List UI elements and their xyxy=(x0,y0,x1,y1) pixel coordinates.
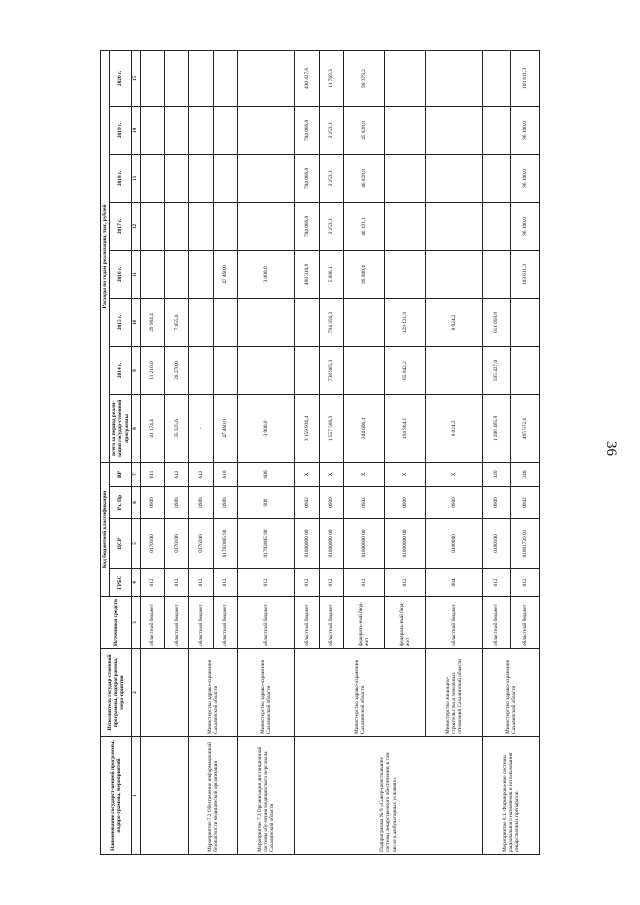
table-row xyxy=(189,50,213,854)
year-2016-cell: 89 800,4 xyxy=(344,250,385,298)
header-budget-class: Код бюджетной классификации xyxy=(101,462,110,596)
header-year: 2014 г. xyxy=(110,346,132,394)
year-2018-cell xyxy=(189,154,213,202)
header-name: Наименование государст-венной программы, подпро-граммы, мероприятий xyxy=(101,737,132,855)
header-grbs: ГРБС xyxy=(110,569,132,597)
year-2020-cell: 103 611,3 xyxy=(511,50,540,106)
year-2015-cell: 794 356,3 xyxy=(319,298,343,346)
source-cell: областной бюджет xyxy=(319,597,343,649)
year-2014-cell: 738 965,3 xyxy=(319,346,343,394)
column-number: 2 xyxy=(131,649,140,737)
year-2014-cell xyxy=(238,346,295,394)
year-2014-cell xyxy=(425,346,482,394)
year-2015-cell: 7 055,6 xyxy=(164,298,188,346)
year-2019-cell: 3 253,1 xyxy=(319,106,343,154)
year-2014-cell: 28 270,0 xyxy=(164,346,188,394)
table-body xyxy=(140,50,539,854)
rzpr-cell: 0909 xyxy=(140,487,164,519)
vr-cell: X xyxy=(344,462,385,486)
header-executor: Исполнитель государ-ственной программы, подпрограммы, меро-приятия xyxy=(101,649,132,737)
year-2020-cell xyxy=(425,50,482,106)
vr-cell: 611 xyxy=(140,462,164,486)
year-2016-cell: 5 886,1 xyxy=(319,250,343,298)
grbs-cell: 012 xyxy=(319,569,343,597)
grbs-cell: 012 xyxy=(511,569,540,597)
year-2018-cell xyxy=(164,154,188,202)
total-cell: 8 024,2 xyxy=(425,394,482,462)
table-row xyxy=(425,50,482,854)
csr-cell: 01800000 00 xyxy=(384,519,425,569)
year-2014-cell xyxy=(344,346,385,394)
column-number: 9 xyxy=(131,346,140,394)
year-2018-cell xyxy=(213,154,237,202)
rzpr-cell: 0909 xyxy=(482,487,511,519)
year-2017-cell: 46 191,1 xyxy=(344,202,385,250)
year-2015-cell xyxy=(213,298,237,346)
year-2015-cell: 611 058,8 xyxy=(482,298,511,346)
rzpr-cell: 0909 xyxy=(425,487,482,519)
grbs-cell: 012 xyxy=(213,569,237,597)
total-cell: 304 606,3 xyxy=(344,394,385,462)
page-number: 36 xyxy=(603,441,619,456)
year-2014-cell xyxy=(295,346,319,394)
vr-cell: 600 xyxy=(238,462,295,486)
header-year: 2018 г. xyxy=(110,154,132,202)
rzpr-cell: 0909 xyxy=(213,487,237,519)
total-cell: 35 325,6 xyxy=(164,394,188,462)
table-row xyxy=(295,50,319,854)
year-2016-cell xyxy=(189,250,213,298)
column-number: 8 xyxy=(131,394,140,462)
csr-cell: 01702005 90 xyxy=(213,519,237,569)
year-2015-cell: 129 121,9 xyxy=(384,298,425,346)
executor-cell: Министерство здраво-охранения Сахалинской области xyxy=(295,649,425,737)
year-2019-cell xyxy=(189,106,213,154)
year-2019-cell xyxy=(425,106,482,154)
vr-cell: 612 xyxy=(164,462,188,486)
year-2016-cell xyxy=(140,250,164,298)
program-name-cell: Мероприятие 8.1. Формирова-ние системы рационального назначения и использования лекарственных препаратов xyxy=(482,737,539,855)
csr-cell: 0170200 xyxy=(189,519,213,569)
year-2016-cell xyxy=(384,250,425,298)
year-2016-cell: 103 611,3 xyxy=(511,250,540,298)
grbs-cell: 012 xyxy=(384,569,425,597)
total-cell: 1 557 588,3 xyxy=(319,394,343,462)
csr-cell: 01800000 00 xyxy=(319,519,343,569)
column-number: 7 xyxy=(131,462,140,486)
column-number: 13 xyxy=(131,154,140,202)
rzpr-cell: 0909 xyxy=(164,487,188,519)
csr-cell: 0180000 xyxy=(425,519,482,569)
year-2014-cell xyxy=(213,346,237,394)
column-number: 4 xyxy=(131,569,140,597)
year-2014-cell xyxy=(189,346,213,394)
year-2017-cell xyxy=(164,202,188,250)
year-2018-cell: 3 253,1 xyxy=(319,154,343,202)
program-name-cell xyxy=(140,737,189,855)
year-2016-cell: 47 460,0 xyxy=(213,250,237,298)
year-2016-cell: 3 000,0 xyxy=(238,250,295,298)
year-2020-cell xyxy=(238,50,295,106)
column-number: 15 xyxy=(131,50,140,106)
header-rzpr: Рз, Пр xyxy=(110,487,132,519)
year-2016-cell xyxy=(482,250,511,298)
year-2020-cell xyxy=(213,50,237,106)
year-2020-cell xyxy=(482,50,511,106)
source-cell: областной бюджет xyxy=(238,597,295,649)
csr-cell: 01801729 01 xyxy=(511,519,540,569)
year-2019-cell xyxy=(140,106,164,154)
year-2017-cell xyxy=(482,202,511,250)
rzpr-cell: 0902 xyxy=(295,487,319,519)
year-2014-cell: 595 427,0 xyxy=(482,346,511,394)
column-number-row xyxy=(131,50,140,854)
year-2016-cell xyxy=(425,250,482,298)
column-number: 1 xyxy=(131,737,140,855)
grbs-cell: 012 xyxy=(140,569,164,597)
year-2015-cell: 8 024,2 xyxy=(425,298,482,346)
executor-cell xyxy=(140,649,189,737)
vr-cell: X xyxy=(425,462,482,486)
program-name-cell: Подпрограмма № 8 «Совер-шенствование системы лекарственного обеспечения, в том числе в амбулаторных условиях» xyxy=(295,737,482,855)
grbs-cell: 012 xyxy=(482,569,511,597)
source-cell: областной бюджет xyxy=(511,597,540,649)
table-row xyxy=(482,50,511,854)
header-source: Источники средств xyxy=(101,597,132,649)
year-2018-cell xyxy=(140,154,164,202)
grbs-cell: 012 xyxy=(295,569,319,597)
vr-cell: X xyxy=(319,462,343,486)
column-number: 5 xyxy=(131,519,140,569)
column-number: 11 xyxy=(131,250,140,298)
year-2019-cell: 96 100,0 xyxy=(511,106,540,154)
year-2017-cell xyxy=(189,202,213,250)
year-2017-cell xyxy=(384,202,425,250)
csr-cell: 0180100 xyxy=(482,519,511,569)
source-cell: областной бюджет xyxy=(295,597,319,649)
program-name-cell: Мероприятие 7.3 Организация дистанционной системы обу-чения медицинского персонала Сахалинской области xyxy=(238,737,295,855)
column-number: 3 xyxy=(131,597,140,649)
column-number: 14 xyxy=(131,106,140,154)
source-cell: федераль-ный бюд-жет xyxy=(344,597,385,649)
year-2020-cell: 98 379,2 xyxy=(344,50,385,106)
year-2019-cell xyxy=(482,106,511,154)
year-2020-cell xyxy=(164,50,188,106)
year-2020-cell xyxy=(384,50,425,106)
year-2019-cell xyxy=(384,106,425,154)
rzpr-cell: 0909 xyxy=(189,487,213,519)
year-2015-cell: 29 964,4 xyxy=(140,298,164,346)
vr-cell: X xyxy=(295,462,319,486)
header-year: 2019 г. xyxy=(110,106,132,154)
year-2015-cell xyxy=(344,298,385,346)
source-cell: областной бюджет xyxy=(140,597,164,649)
rotated-table-container xyxy=(100,55,540,855)
grbs-cell: 012 xyxy=(189,569,213,597)
executor-cell: Министерство здраво-охранения Сахалинской области xyxy=(238,649,295,737)
total-cell: 47 460,0 xyxy=(213,394,237,462)
header-year: 2017 г. xyxy=(110,202,132,250)
column-number: 10 xyxy=(131,298,140,346)
column-number: 6 xyxy=(131,487,140,519)
csr-cell: 01800000 00 xyxy=(344,519,385,569)
header-row-1 xyxy=(101,50,110,854)
year-2014-cell: 11 210,0 xyxy=(140,346,164,394)
source-cell: федераль-ный бюд-жет xyxy=(384,597,425,649)
year-2020-cell xyxy=(189,50,213,106)
year-2019-cell xyxy=(164,106,188,154)
year-2017-cell: 3 253,1 xyxy=(319,202,343,250)
header-year: 2020 г. xyxy=(110,50,132,106)
year-2019-cell xyxy=(238,106,295,154)
year-2020-cell xyxy=(140,50,164,106)
vr-cell: 610 xyxy=(213,462,237,486)
grbs-cell: 084 xyxy=(425,569,482,597)
vr-cell: 612 xyxy=(189,462,213,486)
table-row xyxy=(238,50,295,854)
total-cell: 41 174,4 xyxy=(140,394,164,462)
total-cell: 194 964,1 xyxy=(384,394,425,462)
csr-cell: 01703005 90 xyxy=(238,519,295,569)
year-2015-cell xyxy=(295,298,319,346)
rzpr-cell: 0909 xyxy=(319,487,343,519)
executor-cell: Министерство здраво-охранения Сахалинской области xyxy=(482,649,539,737)
header-year: 2016 г. xyxy=(110,250,132,298)
vr-cell: X xyxy=(384,462,425,486)
total-cell: 3 159 936,4 xyxy=(295,394,319,462)
total-cell: 495 572,6 xyxy=(511,394,540,462)
header-total: всего за период реали-зации государ-ственной программы xyxy=(110,394,132,462)
year-2020-cell: 430 427,6 xyxy=(295,50,319,106)
source-cell: областной бюджет xyxy=(425,597,482,649)
source-cell: областной бюджет xyxy=(189,597,213,649)
year-2019-cell xyxy=(213,106,237,154)
year-2018-cell: 46 828,8 xyxy=(344,154,385,202)
grbs-cell: 012 xyxy=(344,569,385,597)
year-2018-cell xyxy=(425,154,482,202)
year-2018-cell: 96 100,0 xyxy=(511,154,540,202)
grbs-cell: 012 xyxy=(238,569,295,597)
source-cell: областной бюджет xyxy=(164,597,188,649)
year-2014-cell xyxy=(511,346,540,394)
grbs-cell: 012 xyxy=(164,569,188,597)
header-expenses: Расходы по годам реализации, тыс. рублей xyxy=(101,50,110,462)
year-2018-cell xyxy=(482,154,511,202)
vr-cell: 320 xyxy=(482,462,511,486)
column-number: 12 xyxy=(131,202,140,250)
rzpr-cell: 0909 xyxy=(384,487,425,519)
year-2018-cell xyxy=(238,154,295,202)
year-2019-cell: 704 066,0 xyxy=(295,106,319,154)
year-2017-cell: 704 066,0 xyxy=(295,202,319,250)
year-2017-cell xyxy=(238,202,295,250)
csr-cell: 01800000 00 xyxy=(295,519,319,569)
year-2015-cell xyxy=(189,298,213,346)
csr-cell: 0170100 xyxy=(164,519,188,569)
total-cell: 3 000,0 xyxy=(238,394,295,462)
year-2020-cell: 11 769,3 xyxy=(319,50,343,106)
year-2016-cell xyxy=(164,250,188,298)
rzpr-cell: 909 xyxy=(238,487,295,519)
year-2017-cell xyxy=(425,202,482,250)
header-vr: ВР xyxy=(110,462,132,486)
total-cell: - xyxy=(189,394,213,462)
executor-cell: Министерство здраво-охранения Сахалинской области xyxy=(189,649,238,737)
source-cell: областной бюджет xyxy=(213,597,237,649)
year-2016-cell: 488 310,8 xyxy=(295,250,319,298)
executor-cell: Министерство жилищно-строительства и земельных отношений Сахалинской области xyxy=(425,649,482,737)
rzpr-cell: 0902 xyxy=(511,487,540,519)
year-2017-cell xyxy=(213,202,237,250)
header-csr: ЦСР xyxy=(110,519,132,569)
year-2018-cell: 704 066,0 xyxy=(295,154,319,202)
source-cell: областной бюджет xyxy=(482,597,511,649)
rzpr-cell: 0902 xyxy=(344,487,385,519)
year-2014-cell: 65 842,2 xyxy=(384,346,425,394)
program-name-cell: Мероприятие 7.2 Обеспечение информационной безопасности медицинской организации xyxy=(189,737,238,855)
header-year: 2015 г. xyxy=(110,298,132,346)
table-row xyxy=(140,50,164,854)
year-2015-cell xyxy=(511,298,540,346)
year-2017-cell xyxy=(140,202,164,250)
year-2015-cell xyxy=(238,298,295,346)
year-2017-cell: 96 100,0 xyxy=(511,202,540,250)
year-2018-cell xyxy=(384,154,425,202)
csr-cell: 0170100 xyxy=(140,519,164,569)
budget-table xyxy=(100,50,540,855)
year-2019-cell: 45 828,8 xyxy=(344,106,385,154)
total-cell: 1 206 485,8 xyxy=(482,394,511,462)
vr-cell: 240 xyxy=(511,462,540,486)
